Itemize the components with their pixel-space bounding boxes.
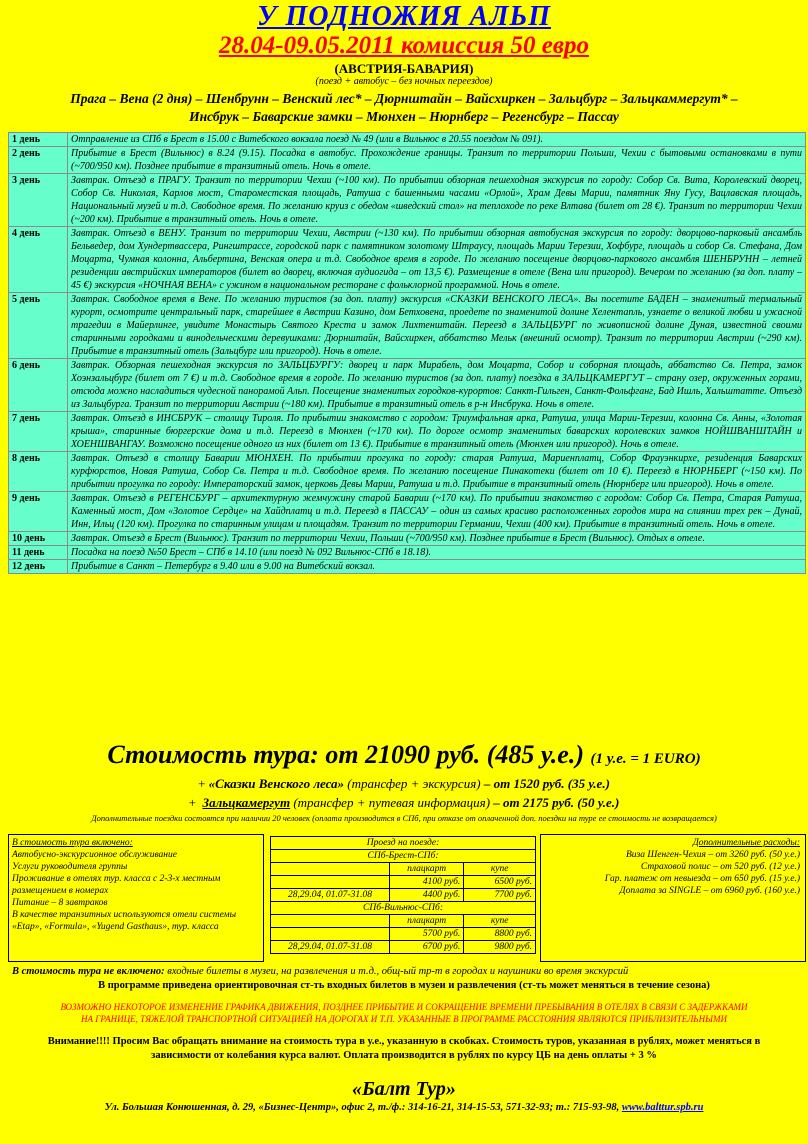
program-description: Завтрак. Свободное время в Вене. По желанию туристов (за доп. плату) экскурсия «СКАЗКИ ВЕНСКОГО ЛЕСА». Вы посетите БАДЕН – знаменитый термальный курорт, осмотрите центральный парк, старейшее в Австрии Казино, дом Бетховена, проедете по знаменитой долине Хелентапль, узнаете о великой любви и ужасной трагедии в Майерлинге, увидите Монастырь Святого Креста и замок Лихтенштайн. Переезд в ЗАЛЬЦБУРГ по живописной долине Дуная, известной своими старинными городками и винодельческими деревушками: Дюрнштайн, Вайсхиркен, аббатство Мельк (внешний осмотр). Транзит по территории Австрии (~290 км). Прибытие в транзитный отель (Зальцбург или пригород). Ночь в отеле. [68, 293, 806, 359]
program-day: 6 день [9, 359, 68, 412]
program-day: 5 день [9, 293, 68, 359]
included-heading: В стоимость тура включено: [12, 838, 133, 848]
extra2-desc: (трансфер + путевая информация) [293, 795, 491, 810]
program-description: Прибытие в Брест (Вильнюс) в 8.24 (9.15). Посадка в автобус. Прохождение границы. Транзит по территории Польши, Чехии с бытовыми остановками в пути (~700/950 км). Позднее прибытие в транзитный отель. Ночь в отеле. [68, 147, 806, 174]
route-summary [4, 90, 804, 126]
tour-countries: (АВСТРИЯ-БАВАРИЯ) [334, 61, 474, 76]
tour-price-value: Стоимость тура: от 21090 руб. (485 у.е.) [107, 740, 584, 769]
program-day: 2 день [9, 147, 68, 174]
extra-costs-heading: Дополнительные расходы: [692, 838, 800, 848]
program-day: 4 день [9, 227, 68, 293]
extra2-name: Зальцкамергут [202, 795, 291, 810]
website-link[interactable]: www.balttur.spb.ru [621, 1102, 704, 1113]
program-table [8, 132, 806, 574]
transport-note: (поезд + автобус – без ночных переездов) [315, 76, 493, 87]
program-description: Завтрак. Отъезд в Брест (Вильнюс). Транзит по территории Чехии, Польши (~700/950 км). Позднее прибытие в Брест (Вильнюс). Отдых в отеле. [68, 532, 806, 546]
extra-cost-item: Гар. платеж от невыезда – от 650 руб. (15 у.е.) [604, 874, 800, 884]
program-description: Отправление из СПб в Брест в 15.00 с Витебского вокзала поезд № 49 (или в Вильнюс в 20.55 поездом № 091). [68, 133, 806, 147]
extra1-desc: (трансфер + экскурсия) [347, 776, 481, 791]
program-row [9, 174, 806, 227]
schedule-warning: ВОЗМОЖНО НЕКОТОРОЕ ИЗМЕНЕНИЕ ГРАФИКА ДВИЖЕНИЯ, ПОЗДНЕЕ ПРИБЫТИЕ И СОКРАЩЕНИЕ ВРЕМЕНИ ПРЕБЫВАНИЯ В ОТЕЛЯХ В СВЯЗИ С ЗАДЕРЖКАМИ НА ГРАНИЦЕ, ТЯЖЕЛОЙ ТРАНСПОРТНОЙ СИТУАЦИЕЙ НА ДОРОГАХ И Т.П. УКАЗАННЫЕ В ПРОГРАММЕ РАССТОЯНИЯ ЯВЛЯЮТСЯ ПРИБЛИЗИТЕЛЬНЫМИ [60, 1002, 748, 1024]
program-description: Прибытие в Санкт – Петербург в 9.40 или в 9.00 на Витебский вокзал. [68, 560, 806, 574]
program-day: 11 день [9, 546, 68, 560]
fare-col-platzkart: плацкарт [390, 915, 464, 928]
extra-trip-salzkammergut: + Зальцкамергут (трансфер + путевая информация) – от 2175 руб. (50 у.е.) [188, 795, 620, 810]
program-day: 12 день [9, 560, 68, 574]
not-included [0, 965, 808, 979]
included-item: Питание – 8 завтраков [12, 898, 108, 908]
program-row [9, 452, 806, 492]
currency-rate: (1 у.е. = 1 EURO) [590, 751, 701, 767]
program-row [9, 147, 806, 174]
program-row [9, 227, 806, 293]
tour-dates: 28.04-09.05.2011 комиссия 50 евро [219, 32, 589, 59]
fare-price: 6500 руб. [464, 876, 536, 889]
fare-date: 28,29.04, 01.07-31.08 [271, 889, 390, 902]
program-day: 3 день [9, 174, 68, 227]
fare-title: Проезд на поезде: [271, 837, 536, 850]
fare-route-vilnius: СПб-Вильнюс-СПб: [271, 902, 536, 915]
address-text: Ул. Большая Конюшенная, д. 29, «Бизнес-Центр», офис 2, т./ф.: 314-16-21, 314-15-53, 571-32-93; т.: 715-93-98, [104, 1102, 620, 1113]
extra-trip-vienna-woods: + «Сказки Венского леса» (трансфер + экскурсия) – от 1520 руб. (35 у.е.) [198, 776, 610, 791]
tour-title: У ПОДНОЖИЯ АЛЬП [256, 1, 552, 32]
program-description: Завтрак. Отъезд в ПРАГУ. Транзит по территории Чехии (~100 км). По прибытии обзорная пешеходная экскурсия по городу: Собор Св. Вита, Королевский дворец, Собор Св. Николая, Карлов мост, Староместская площадь, Ратуша с башенными часами «Орлой», Храм Девы Марии, памятник Яну Гусу, Вацлавская площадь, Национальный музей и т.д. Свободное время. По желанию круиз с обедом «шведский стол» на теплоходе по реке Влтава (билет от 28 €). Транзит по территории Чехии (~200 км). Прибытие в транзитный отель. Ночь в отеле. [68, 174, 806, 227]
program-description: Завтрак. Отъезд в ИНСБРУК – столицу Тироля. По прибытии знакомство с городом: Триумфальная арка, Ратуша, улица Марии-Терезии, колонна Св. Анны, «Золотая крыша», старинные бюргерские дома и т.д. Переезд в Мюнхен (~170 км). По дороге осмотр знаменитых баварских королевских замков НОЙШВАНШТАЙН и ХОЕНШВАНГАУ. Возможно посещение одного из них (билет от 13 €). Прибытие в транзитный отель (Мюнхен или пригород). Ночь в отеле. [68, 412, 806, 452]
program-description: Завтрак. Отъезд в ВЕНУ. Транзит по территории Чехии, Австрии (~130 км). По прибытии обзорная автобусная экскурсия по городу: дворцово-парковый ансамбль Бельведер, дом Хундертвассера, Рингштрассе, городской парк с памятником золотому Штраусу, площадь Марии Терезии, Хофбург, площадь и собор Св. Стефана, Дом Моцарта, Чумная колонна, Альбертина, Венская опера и т.д. Свободное время в городе. По желанию посещение дворцово-паркового ансамбля ШЕНБРУНН – летней резиденции австрийских императоров (билет во дворец, включая аудиогида – от 13,5 €). Размещение в отеле (Вена или пригород). Вечером по желанию (за доп. плату – 45 €) экскурсия «НОЧНАЯ ВЕНА» с ужином в национальном ресторане с фольклорной программой. Ночь в отеле. [68, 227, 806, 293]
fare-col-platzkart: плацкарт [390, 863, 464, 876]
program-row [9, 546, 806, 560]
fare-price: 4400 руб. [390, 889, 464, 902]
included-item: Автобусно-экскурсионное обслуживание [12, 850, 177, 860]
company-address [0, 1101, 808, 1115]
not-included-label: В стоимость тура не включено: [12, 966, 165, 977]
extra-cost-item: Виза Шенген-Чехия – от 3260 руб. (50 у.е.) [625, 850, 800, 860]
program-row [9, 293, 806, 359]
included-item: Услуги руководителя группы [12, 862, 128, 872]
fare-route-brest: СПб-Брест-СПб: [271, 850, 536, 863]
included-item: В качестве транзитных используются отели системы «Etap», «Formula», «Yugend Gasthaus», тур. класса [12, 910, 237, 932]
extra-cost-item: Страховой полис – от 520 руб. (12 у.е.) [640, 862, 800, 872]
program-description: Завтрак. Обзорная пешеходная экскурсия по ЗАЛЬЦБУРГУ: дворец и парк Мирабель, дом Моцарта, Собор и соборная площадь, аббатство Св. Петра, замок Хоэнзальцбург (билет от 7 €) и т.д. Свободное время в городе. По желанию туристов (за доп. плату) поездка в ЗАЛЬЦКАМЕРГУТ – страну озер, окруженных горами, отсюда можно насладиться чудесной панорамой Альп. Посещение знаменитых городков-курортов: Санкт-Гильген, Санкт-Фольфганг, Бад Ишль, Хальштатте. Отъезд из Зальцбурга. Транзит по территории Австрии (~180 км). Прибытие в транзитный отель в р-н Инсбрука. Ночь в отеле. [68, 359, 806, 412]
program-description: Завтрак. Отъезд в столицу Баварии МЮНХЕН. По прибытии прогулка по городу: старая Ратуша, Мариенплатц, Собор Фрауэнкирхе, резиденция Баварских курфюрстов, Новая Ратуша, Собор Св. Петра и т.д. Свободное время. По желанию посещение Пинакотеки (билет от 10 €). Переезд в НЮРНБЕРГ (~150 км). По прибытии прогулка по городу: Императорский замок, церковь Девы Марии, Ратуша и т.д. Прибытие в транзитный отель (Нюрнберг или пригород). Ночь в отеле. [68, 452, 806, 492]
extra-cost-item: Доплата за SINGLE – от 6960 руб. (160 у.е.) [619, 886, 800, 896]
included-box [8, 834, 264, 962]
fare-price: 6700 руб. [390, 941, 464, 954]
train-fare-table [270, 836, 536, 954]
extra-costs-box [540, 834, 806, 962]
program-day: 10 день [9, 532, 68, 546]
fare-price: 5700 руб. [390, 928, 464, 941]
currency-attention: Внимание!!!! Просим Вас обращать внимание на стоимость тура в у.е., указанную в скобках. Стоимость туров, указанная в рублях, может меняться в зависимости от колебания курса валют. Оплата производится в рублях по курсу ЦБ на день оплаты + 3 % [47, 1036, 761, 1061]
program-day: 8 день [9, 452, 68, 492]
route-line-2: Инсбрук – Баварские замки – Мюнхен – Нюрнберг – Регенсбург – Пассау [189, 109, 619, 124]
extra1-name: «Сказки Венского леса» [208, 776, 345, 791]
program-row [9, 532, 806, 546]
program-note: В программе приведена ориентировочная ст-ть входных билетов в музеи и развлечения (ст-ть может меняться в течение сезона) [98, 980, 710, 991]
program-row [9, 359, 806, 412]
footer-section [0, 965, 808, 1115]
fare-col-kupe: купе [464, 915, 536, 928]
fare-date [271, 876, 390, 889]
program-description: Посадка на поезд №50 Брест – СПб в 14.10 (или поезд № 092 Вильнюс-СПб в 18.18). [68, 546, 806, 560]
extra-trips-note: Дополнительные поездки состоятся при наличии 20 человек (оплата производится в СПб, при отказе от оплаченной доп. поездки на туре ее стоимость не возвращается) [91, 813, 717, 823]
program-description: Завтрак. Отъезд в РЕГЕНСБУРГ – архитектурную жемчужину старой Баварии (~170 км). По прибытии знакомство с городом: Собор Св. Петра, Старая Ратуша, Каменный мост, Дом «Золотое Сердце» на Хайдплатц и т.д. Переезд в ПАССАУ – один из самых красиво расположенных городов мира на слиянии трех рек – Дунай, Инн, Ильц (120 км). Прогулка по старинным улицам и площадям. Транзит по территории Германии, Чехии (400 км). Прибытие в транзитный отель. Ночь в отеле. [68, 492, 806, 532]
program-row [9, 412, 806, 452]
program-day: 7 день [9, 412, 68, 452]
program-row [9, 492, 806, 532]
fare-price: 7700 руб. [464, 889, 536, 902]
program-row [9, 560, 806, 574]
route-line-1: Прага – Вена (2 дня) – Шенбрунн – Венский лес* – Дюрнштайн – Вайсхиркен – Зальцбург – Зальцкаммергут* – [70, 91, 738, 106]
company-name: «Балт Тур» [352, 1078, 456, 1100]
program-day: 9 день [9, 492, 68, 532]
tour-price [0, 740, 808, 774]
included-item: Проживание в отелях тур. класса с 2-3-х местным размещением в номерах [12, 874, 221, 896]
extra1-price: – от 1520 руб. (35 у.е.) [483, 776, 610, 791]
fare-col-kupe: купе [464, 863, 536, 876]
program-row [9, 133, 806, 147]
price-section [0, 740, 808, 824]
fare-date: 28,29.04, 01.07-31.08 [271, 941, 390, 954]
fare-price: 8800 руб. [464, 928, 536, 941]
program-day: 1 день [9, 133, 68, 147]
extra2-price: – от 2175 руб. (50 у.е.) [493, 795, 620, 810]
not-included-text: входные билеты в музеи, на развлечения и т.д., общ-ый тр-т в городах и наушники во время экскурсий [167, 966, 629, 977]
fare-price: 9800 руб. [464, 941, 536, 954]
fare-price: 4100 руб. [390, 876, 464, 889]
